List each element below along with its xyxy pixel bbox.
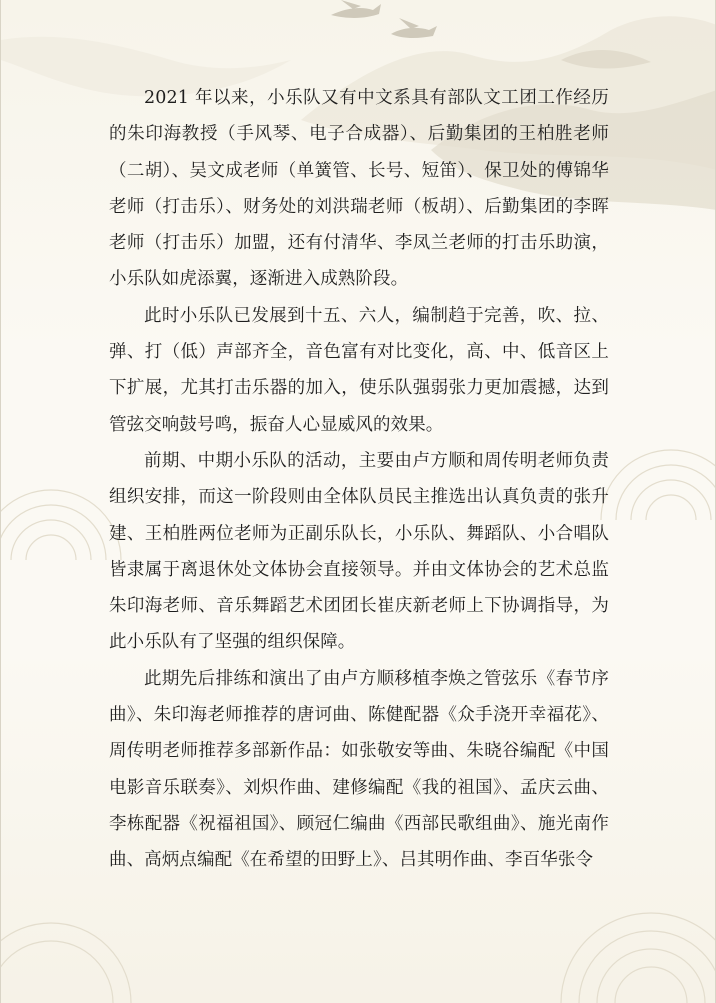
document-body xyxy=(109,80,609,879)
paragraph-2: 此时小乐队已发展到十五、六人，编制趋于完善，吹、拉、弹、打（低）声部齐全，音色富有对比变化，高、中、低音区上下扩展，尤其打击乐器的加入，使乐队强弱张力更加震撼，达到管弦交响鼓号鸣，振奋人心显威风的效果。 xyxy=(109,305,609,435)
paragraph-1: 2021 年以来，小乐队又有中文系具有部队文工团工作经历的朱印海教授（手风琴、电子合成器）、后勤集团的王柏胜老师（二胡）、吴文成老师（单簧管、长号、短笛）、保卫处的傅锦华老师（打击乐）、财务处的刘洪瑞老师（板胡）、后勤集团的李晖老师（打击乐）加盟，还有付清华、李凤兰老师的打击乐助演，小乐队如虎添翼，逐渐进入成熟阶段。 xyxy=(109,88,609,290)
paragraph-4: 此期先后排练和演出了由卢方顺移植李焕之管弦乐《春节序曲》、朱印海老师推荐的唐诃曲、陈健配器《众手浇开幸福花》、周传明老师推荐多部新作品：如张敬安等曲、朱晓谷编配《中国电影音乐联奏》、刘炽作曲、建修编配《我的祖国》、孟庆云曲、李栋配器《祝福祖国》、顾冠仁编曲《西部民歌组曲》、施光南作曲、高炳点编配《在希望的田野上》、吕其明作曲、李百华张令 xyxy=(109,668,609,871)
crane-icon xyxy=(331,0,437,38)
paragraph-3: 前期、中期小乐队的活动，主要由卢方顺和周传明老师负责组织安排，而这一阶段则由全体队员民主推选出认真负责的张升建、王柏胜两位老师为正副乐队长，小乐队、舞蹈队、小合唱队皆隶属于离退休处文体协会直接领导。并由文体协会的艺术总监朱印海老师、音乐舞蹈艺术团团长崔庆新老师上下协调指导，为此小乐队有了坚强的组织保障。 xyxy=(109,450,609,653)
